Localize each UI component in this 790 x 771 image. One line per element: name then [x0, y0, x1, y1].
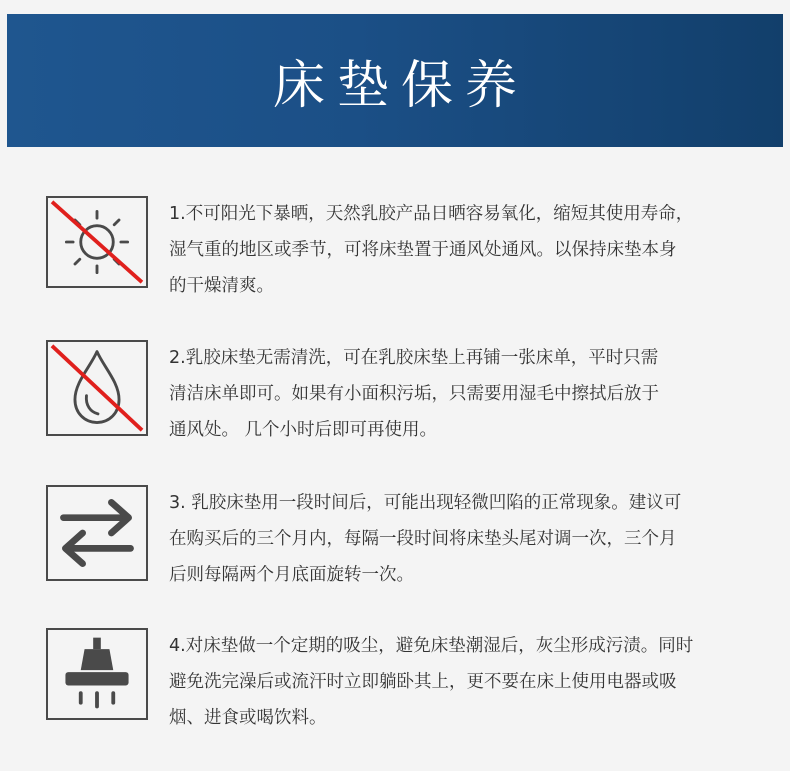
- text-line: 湿气重的地区或季节，可将床垫置于通风处通风。以保持床垫本身: [169, 240, 677, 260]
- care-text-4: [169, 628, 739, 736]
- care-text-3: [169, 485, 739, 593]
- text-line: 4.对床垫做一个定期的吸尘，避免床垫潮湿后，灰尘形成污渍。同时: [169, 636, 694, 656]
- text-line: 清洁床单即可。如果有小面积污垢，只需要用湿毛中擦拭后放于: [169, 384, 659, 404]
- text-line: 2.乳胶床垫无需清洗，可在乳胶床垫上再铺一张床单，平时只需: [169, 348, 659, 368]
- text-line: 在购买后的三个月内，每隔一段时间将床垫头尾对调一次，三个月: [169, 529, 677, 549]
- text-line: 通风处。 几个小时后即可再使用。: [169, 420, 438, 440]
- text-line: 3. 乳胶床垫用一段时间后，可能出现轻微凹陷的正常现象。建议可: [169, 493, 682, 513]
- text-line: 烟、进食或喝饮料。: [169, 708, 327, 728]
- page-title: 床垫保养: [272, 56, 529, 116]
- no-sun-icon: [46, 196, 148, 288]
- text-line: 1.不可阳光下暴晒，天然乳胶产品日晒容易氧化，缩短其使用寿命，: [169, 204, 694, 224]
- care-text-2: [169, 340, 739, 448]
- header-banner: [7, 14, 783, 147]
- no-water-icon: [46, 340, 148, 436]
- vacuum-icon: [46, 628, 148, 720]
- swap-arrows-icon: [46, 485, 148, 581]
- text-line: 后则每隔两个月底面旋转一次。: [169, 565, 414, 585]
- care-text-1: [169, 196, 739, 304]
- text-line: 避免洗完澡后或流汗时立即躺卧其上，更不要在床上使用电器或吸: [169, 672, 677, 692]
- text-line: 的干燥清爽。: [169, 276, 274, 296]
